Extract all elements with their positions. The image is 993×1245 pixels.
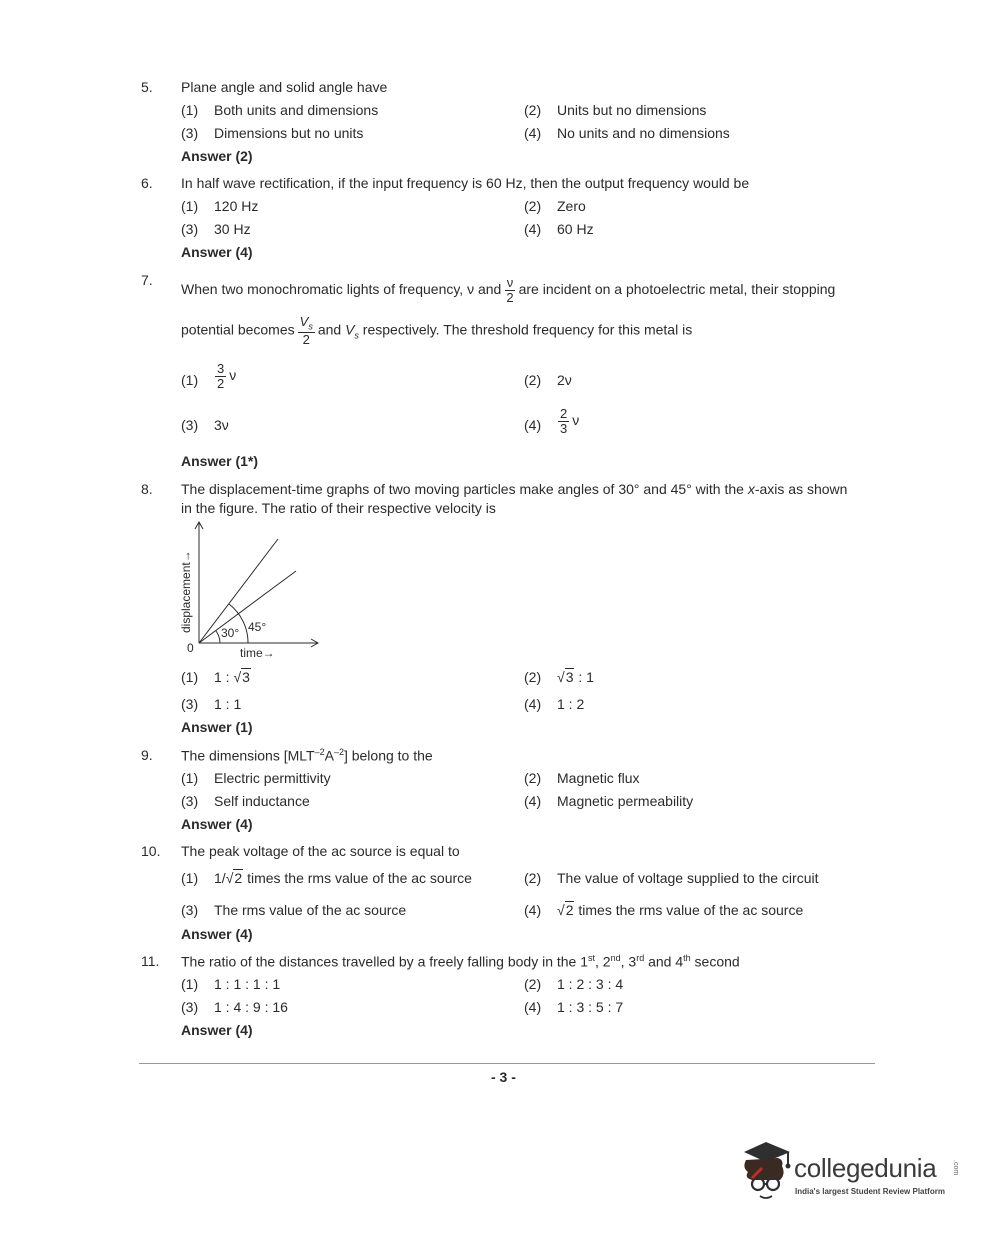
- origin-label: 0: [187, 641, 194, 655]
- option-text: Units but no dimensions: [557, 102, 707, 118]
- option-text: No units and no dimensions: [557, 125, 730, 141]
- brand-tagline: India's largest Student Review Platform: [795, 1187, 945, 1196]
- sqrt-symbol: √2: [557, 902, 574, 918]
- option-number: (3): [181, 696, 199, 712]
- option-text: 1 : 1: [214, 696, 242, 712]
- answer-label: Answer (4): [181, 1022, 253, 1038]
- footer-divider: [139, 1063, 875, 1064]
- question-text: The dimensions $[MLT^{-2}A^{-2}]$ belong to the: [181, 747, 433, 764]
- option-text: 60 Hz: [557, 221, 594, 237]
- option-number: (4): [524, 999, 542, 1015]
- option-number: (2): [524, 870, 542, 886]
- question-number: 9.: [141, 747, 153, 763]
- option-text: √2 times the rms value of the ac source: [557, 902, 804, 918]
- option-number: (1): [181, 770, 199, 786]
- answer-label: Answer (4): [181, 926, 253, 942]
- option-fraction: $\frac{2}{3}$ ν: [560, 406, 580, 436]
- hair-icon: [744, 1158, 783, 1180]
- question-number: 7.: [141, 272, 153, 288]
- option-number: (4): [524, 793, 542, 809]
- question-text: The displacement-time graphs of two moving particles make angles of 30° and 45° with the x-axis as shown: [181, 481, 848, 497]
- answer-label: Answer (1*): [181, 453, 259, 469]
- option-number: (1): [181, 102, 199, 118]
- question-number: 5.: [141, 79, 153, 95]
- option-number: (1): [181, 198, 199, 214]
- option-text: 1 : 2: [557, 696, 585, 712]
- option-number: (3): [181, 793, 199, 809]
- option-text: 120 Hz: [214, 198, 259, 214]
- option-text: 3ν: [214, 417, 229, 433]
- sqrt-symbol: √3: [557, 669, 574, 685]
- option-text: Electric permittivity: [214, 770, 331, 786]
- option-number: (4): [524, 417, 542, 433]
- option-number: (3): [181, 221, 199, 237]
- brand-suffix: .com: [952, 1160, 959, 1176]
- option-number: (2): [524, 976, 542, 992]
- fraction: $\frac{\nu}{2}$: [506, 275, 514, 305]
- option-text: Both units and dimensions: [214, 102, 379, 118]
- option-number: (1): [181, 669, 199, 685]
- angle-45-label: 45°: [248, 620, 267, 634]
- option-number: (4): [524, 902, 542, 918]
- answer-label: Answer (4): [181, 244, 253, 260]
- question-number: 11.: [141, 953, 160, 969]
- option-number: (2): [524, 198, 542, 214]
- option-text: Self inductance: [214, 793, 310, 809]
- option-number: (2): [524, 372, 542, 388]
- option-text: Magnetic permeability: [557, 793, 694, 809]
- x-axis-label: time→: [240, 646, 275, 660]
- option-text: 30 Hz: [214, 221, 251, 237]
- question-text: The peak voltage of the ac source is equal to: [181, 843, 460, 859]
- option-text: 1/√2 times the rms value of the ac source: [214, 870, 472, 886]
- option-number: (3): [181, 417, 199, 433]
- answer-label: Answer (1): [181, 719, 253, 735]
- option-number: (2): [524, 102, 542, 118]
- displacement-time-graph: [170, 517, 330, 662]
- question-text: The ratio of the distances travelled by a freely falling body in the 1st, 2nd, 3rd and 4th second: [181, 953, 740, 970]
- option-text: Magnetic flux: [557, 770, 640, 786]
- option-number: (4): [524, 221, 542, 237]
- page-number: - 3 -: [491, 1069, 516, 1085]
- sqrt-symbol: √3: [233, 669, 250, 685]
- answer-label: Answer (2): [181, 148, 253, 164]
- option-number: (3): [181, 902, 199, 918]
- option-text: 1 : 3 : 5 : 7: [557, 999, 624, 1015]
- option-number: (3): [181, 125, 199, 141]
- question-text: potential becomes $\frac{V_s}{2}$ and $V_s$ respectively. The threshold frequency for this metal is: [181, 314, 693, 348]
- option-number: (2): [524, 770, 542, 786]
- option-text: 1 : 2 : 3 : 4: [557, 976, 624, 992]
- option-text: Dimensions but no units: [214, 125, 364, 141]
- option-number: (4): [524, 125, 542, 141]
- option-text: 1 : √3: [214, 669, 250, 685]
- option-number: (1): [181, 976, 199, 992]
- question-text: in the figure. The ratio of their respective velocity is: [181, 500, 496, 516]
- y-axis-label: displacement→: [179, 550, 193, 633]
- angle-30-label: 30°: [221, 626, 240, 640]
- option-text: √3 : 1: [557, 669, 594, 685]
- option-number: (4): [524, 696, 542, 712]
- arc-30: [216, 631, 220, 643]
- option-text: 2ν: [557, 372, 572, 388]
- question-text: In half wave rectification, if the input frequency is 60 Hz, then the output frequency would be: [181, 175, 750, 191]
- option-number: (2): [524, 669, 542, 685]
- option-text: 1 : 4 : 9 : 16: [214, 999, 288, 1015]
- option-number: (1): [181, 870, 199, 886]
- question-text: Plane angle and solid angle have: [181, 79, 388, 95]
- question-number: 10.: [141, 843, 161, 859]
- option-text: Zero: [557, 198, 586, 214]
- question-text: When two monochromatic lights of frequency, ν and $\frac{\nu}{2}$ are incident on a photoelectric metal, their stopping: [181, 275, 836, 305]
- sqrt-symbol: √2: [225, 870, 243, 886]
- option-text: The value of voltage supplied to the circuit: [557, 870, 819, 886]
- mascot-logo-icon: [736, 1138, 794, 1204]
- option-number: (3): [181, 999, 199, 1015]
- brand-name: collegedunia: [794, 1153, 937, 1183]
- question-number: 6.: [141, 175, 153, 191]
- option-fraction: $\frac{3}{2}$ ν: [217, 361, 237, 391]
- fraction: $\frac{V_s}{2}$: [299, 314, 313, 348]
- option-number: (1): [181, 372, 199, 388]
- option-text: The rms value of the ac source: [214, 902, 407, 918]
- answer-label: Answer (4): [181, 816, 253, 832]
- option-text: 1 : 1 : 1 : 1: [214, 976, 281, 992]
- question-number: 8.: [141, 481, 153, 497]
